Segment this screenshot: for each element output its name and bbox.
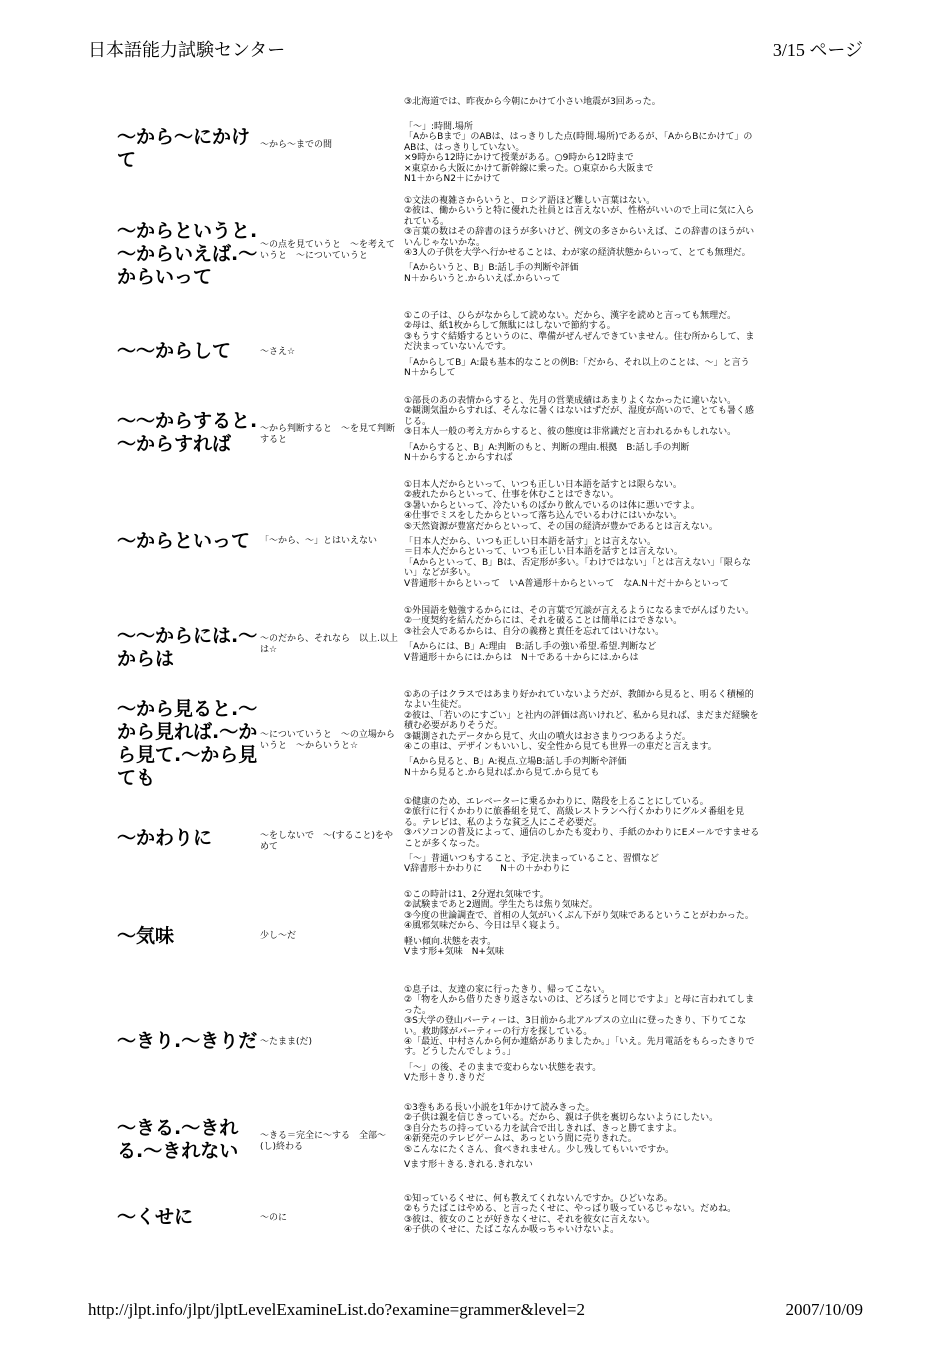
notes-line: ③観測されたデータから見て、火山の噴火はおさまりつつあるようだ。	[404, 731, 691, 742]
notes-line: ①あの子はクラスではあまり好かれていないようだが、教師から見ると、明るく積極的なよい生徒だ。	[404, 690, 754, 711]
notes-line: ④3人の子供を大学へ行かせることは、わが家の経済状態からいって、とても無理だ。	[404, 248, 751, 259]
grammar-term: ～くせに	[117, 1206, 194, 1228]
notes-line: ③日本人一般の考え方からすると、彼の態度は非常識だと言われるかもしれない。	[404, 427, 737, 438]
notes-line: 軽い傾向.状態を表す。	[404, 936, 497, 947]
notes-line: ③もうすぐ結婚するというのに、準備がぜんぜんできていません。住む所からして、まだ決まっていないんです。	[404, 331, 755, 353]
grammar-term: ～からといって	[117, 530, 251, 552]
grammar-term: ～からというと.～からいえば.～からいって	[117, 220, 258, 288]
notes-line: ①この子は、ひらがなからして読めない。だから、漢字を読めと言っても無理だ。	[404, 311, 737, 321]
notes-line: ③彼は、彼女のことが好きなくせに、それを彼女に言えない。	[404, 1214, 656, 1225]
notes-line: ①この時計は1、2分遅れ気味です。	[404, 890, 549, 900]
notes-line: 「Aからには、B」A:理由 B:話し手の強い希望.希望.判断など	[404, 642, 657, 653]
notes-line: N＋からいうと.からいえば.からいって	[404, 273, 561, 284]
notes-line: ×9時から12時にかけて授業がある。○9時から12時まで	[404, 153, 634, 164]
notes-line: ②母は、紙1枚からして無駄にはしないで節約する。	[404, 321, 616, 332]
grammar-meaning: ～をしないで ～(すること)をやめて	[260, 831, 394, 852]
grammar-meaning: ～たまま(だ)	[260, 1037, 313, 1047]
grammar-term: ～～からには.～からは	[117, 625, 258, 670]
notes-line: 「Aからすると、B」A:判断のもと、判断の理由.根拠 B:話し手の判断	[404, 442, 690, 453]
notes-line: 「～」の後、そのままで変わらない状態を表す。	[404, 1062, 602, 1073]
notes-line: V普通形＋からには.からは N＋である＋からには.からは	[404, 652, 639, 663]
notes-line: ③社会人であるからは、自分の義務と責任を忘れてはいけない。	[404, 626, 665, 637]
grammar-notes	[404, 480, 762, 589]
grammar-term: ～気味	[117, 925, 175, 947]
notes-line: 「AからBまで」のABは、はっきりした点(時間.場所)であるが、「AからBにかけて」のABは、はっきりしていない。	[404, 132, 753, 153]
notes-line: Vます形+気味 N+気味	[404, 947, 504, 958]
notes-line: N1＋からN2＋にかけて	[404, 174, 501, 185]
grammar-term: ～から～にかけて	[117, 126, 251, 171]
notes-line: ④この車は、デザインもいいし、安全性から見ても世界一の車だと言えます。	[404, 742, 717, 753]
grammar-notes	[404, 797, 762, 875]
grammar-term: ～きり.～きりだ	[117, 1030, 258, 1052]
grammar-meaning: ～の点を見ていうと ～を考えていうと ～についていうと	[260, 240, 396, 261]
notes-line: ③S大学の登山パーティーは、3日前から北アルプスの立山に登ったきり、下りてこない。救助隊がパーティーの行方を探している。	[404, 1016, 747, 1037]
grammar-meaning: ～から～までの間	[260, 140, 333, 150]
grammar-term: ～かわりに	[117, 827, 213, 849]
notes-line: Vます形＋きる.きれる.きれない	[404, 1160, 533, 1171]
notes-line: 「日本人だから、いつも正しい日本語を話す」とは言えない。	[404, 537, 657, 548]
grammar-notes	[404, 606, 762, 663]
grammar-notes	[404, 890, 762, 957]
notes-line: N＋からして	[404, 368, 456, 379]
notes-line: ②一度契約を結んだからには、それを破ることは簡単にはできない。	[404, 616, 683, 627]
header-page-number: 3/15 ページ	[772, 40, 863, 60]
grammar-notes	[404, 985, 762, 1084]
grammar-meaning: ～さえ☆	[260, 347, 296, 357]
continued-example-line: ③北海道では、昨夜から今朝にかけて小さい地震が3回あった。	[404, 97, 661, 107]
notes-line: ④「最近、中村さんから何か連絡がありましたか。」「いえ。先月電話をもらったきりです。どうしたんでしょう。」	[404, 1037, 755, 1058]
grammar-meaning: ～のに	[260, 1213, 288, 1223]
grammar-notes	[404, 1194, 762, 1236]
grammar-meaning: ～についていうと ～の立場からいうと ～からいうと☆	[260, 730, 395, 751]
notes-line: ①健康のため、エレベーターに乗るかわりに、階段を上ることにしている。	[404, 797, 709, 807]
notes-line: Vた形＋きり.きりだ	[404, 1073, 486, 1084]
notes-line: V辞書形＋かわりに N＋の＋かわりに	[404, 864, 570, 875]
notes-line: ③暑いからといって、冷たいものばかり飲んでいるのは体に悪いですよ。	[404, 500, 700, 511]
grammar-term: ～きる.～きれる.～きれない	[117, 1117, 239, 1162]
notes-line: ②観測気温からすれば、そんなに暑くはないはずだが、湿度が高いので、とても暑く感じる。	[404, 406, 754, 427]
notes-line: ①文法の複雑さからいうと、ロシア語ほど難しい言葉はない。	[404, 196, 656, 206]
notes-line: 「Aからといって、B」Bは、否定形が多い。「わけではない」「とは言えない」「限らない」などが多い。	[404, 557, 751, 579]
grammar-meaning: ～のだから、それなら 以上.以上は☆	[260, 634, 398, 655]
notes-line: ④風邪気味だから、今日は早く寝よう。	[404, 921, 566, 932]
notes-line: ④新発売のテレビゲームは、あっという間に売りきれた。	[404, 1134, 637, 1145]
notes-line: ③パソコンの普及によって、通信のしかたも変わり、手紙のかわりにEメールですませることが多くなった。	[404, 828, 760, 849]
notes-line: ×東京から大阪にかけて新幹線に乗った。○東京から大阪まで	[404, 163, 654, 174]
grammar-notes	[404, 1103, 762, 1170]
notes-line: ③自分たちの持っている力を試合で出しきれば、きっと勝てますよ。	[404, 1123, 683, 1134]
grammar-notes	[404, 196, 762, 284]
notes-line: ②子供は親を信じきっている。だから、親は子供を裏切らないようにしたい。	[404, 1113, 719, 1124]
grammar-notes	[404, 122, 762, 184]
notes-line: ①外国語を勉強するからには、その言葉で冗談が言えるようになるまでがんばりたい。	[404, 606, 755, 616]
notes-line: N＋から見ると.から見れば.から見て.から見ても	[404, 767, 600, 778]
grammar-notes	[404, 396, 762, 463]
footer-url: http://jlpt.info/jlpt/jlptLevelExamineList.do?examine=grammer&level=2	[88, 1300, 585, 1319]
footer-date: 2007/10/09	[785, 1300, 863, 1319]
notes-line: 「～」:時間.場所	[404, 122, 473, 132]
notes-line: ④仕事でミスをしたからといって落ち込んでいるわけにはいかない。	[404, 511, 683, 522]
grammar-notes	[404, 311, 762, 378]
notes-line: ②彼は、働からいうと特に優れた社員とは言えないが、性格がいいので上司に気に入られている。	[404, 206, 755, 227]
notes-line: ③言葉の数はその辞書のほうが多いけど、例文の多さからいえば、この辞書のほうがいいんじゃないかな。	[404, 227, 755, 248]
header-site-title: 日本語能力試験センター	[88, 40, 286, 61]
notes-line: 「～」普通いつもすること、予定.決まっていること、習慣など	[404, 854, 659, 865]
notes-line: ④子供のくせに、たばこなんか吸っちゃいけないよ。	[404, 1225, 620, 1236]
grammar-notes	[404, 690, 762, 778]
notes-line: ⑤天然資源が豊富だからといって、その国の経済が豊かであるとは言えない。	[404, 521, 718, 532]
notes-line: ②試験まであと2週間。学生たちは焦り気味だ。	[404, 900, 598, 911]
notes-line: ①部長のあの表情からすると、先月の営業成績はあまりよくなかったに違いない。	[404, 396, 737, 406]
notes-line: 「Aから見ると、B」A:視点.立場B:話し手の判断や評価	[404, 757, 627, 768]
notes-line: ②もうたばこはやめる、と言ったくせに、やっぱり吸っているじゃない。だめね。	[404, 1204, 737, 1215]
notes-line: ①息子は、友達の家に行ったきり、帰ってこない。	[404, 985, 611, 995]
notes-line: ＝日本人だからといって、いつも正しい日本語を話すとは言えない。	[404, 547, 683, 558]
notes-line: ②旅行に行くかわりに旅番組を見て、高級レストランへ行くかわりにグルメ番組を見る。テレビは、私のような貧乏人にこそ必要だ。	[404, 807, 745, 828]
notes-line: V普通形＋からといって いA普通形＋からといって なA.N＋だ＋からといって	[404, 578, 729, 589]
grammar-meaning: ～から判断すると ～を見て判断すると	[260, 424, 396, 445]
notes-line: ①知っているくせに、何も教えてくれないんですか。ひどいなあ。	[404, 1194, 673, 1204]
notes-line: 「AからしてB」A:最も基本的なことの例B:「だから、それ以上のことは、～」と言う	[404, 357, 750, 368]
notes-line: 「Aからいうと、B」B:話し手の判断や評価	[404, 263, 579, 274]
notes-line: ②疲れたからといって、仕事を休むことはできない。	[404, 490, 619, 501]
grammar-meaning: 少し～だ	[260, 931, 297, 941]
notes-line: ②彼は、「若いのにすごい」と社内の評価は高いけれど、私から見れば、まだまだ経験を積む必要がありそうだ。	[404, 710, 759, 732]
notes-line: ⑤こんなにたくさん、食べきれません。少し残してもいいですか。	[404, 1144, 675, 1155]
notes-line: ②「物を人から借りたきり返さないのは、どろぼうと同じですよ」と母に言われてしまった。	[404, 995, 755, 1016]
grammar-term: ～～からして	[117, 340, 232, 362]
notes-line: ①3巻もある長い小説を1年かけて読みきった。	[404, 1103, 595, 1113]
grammar-meaning: 「～から、～」とはいえない	[260, 536, 378, 546]
grammar-meaning: ～きる＝完全に～する 全部～(し)終わる	[260, 1131, 387, 1152]
notes-line: N＋からすると.からすれば	[404, 453, 513, 464]
grammar-term: ～から見ると.～から見れば.～から見て.～から見ても	[117, 698, 258, 789]
notes-line: ③今度の世論調査で、首相の人気がいくぶん下がり気味であるということがわかった。	[404, 910, 754, 921]
grammar-term: ～～からすると.～からすれば	[117, 410, 258, 455]
notes-line: ①日本人だからといって、いつも正しい日本語を話すとは限らない。	[404, 480, 682, 490]
